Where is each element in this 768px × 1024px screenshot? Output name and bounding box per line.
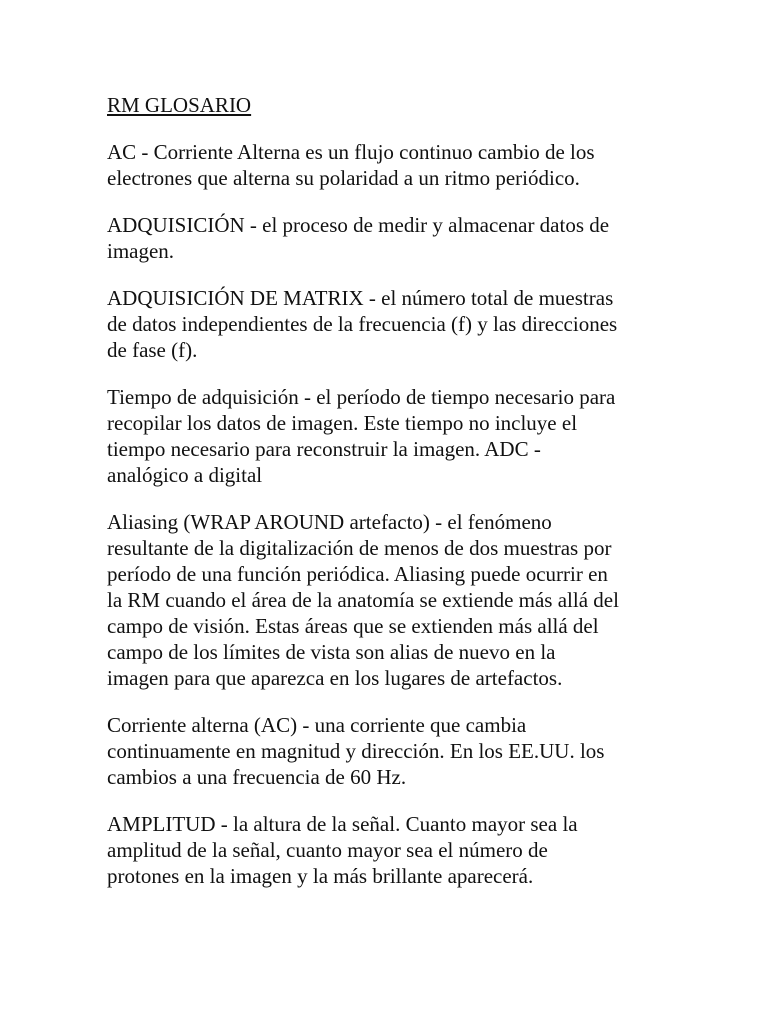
- glossary-entry: [107, 509, 667, 691]
- entry-line: electrones que alterna su polaridad a un ritmo periódico.: [107, 166, 580, 190]
- entry-line: de datos independientes de la frecuencia (f) y las direcciones: [107, 312, 618, 336]
- entry-line: la RM cuando el área de la anatomía se extiende más allá del: [107, 588, 619, 612]
- entry-line: ADQUISICIÓN DE MATRIX - el número total de muestras: [107, 286, 614, 310]
- glossary-entry: [107, 139, 667, 191]
- glossary-entry: [107, 384, 667, 488]
- entry-line: campo de visión. Estas áreas que se extienden más allá del: [107, 614, 599, 638]
- entry-line: de fase (f).: [107, 338, 198, 362]
- glossary-entry: [107, 712, 667, 790]
- entry-line: analógico a digital: [107, 463, 263, 487]
- entry-line: recopilar los datos de imagen. Este tiempo no incluye el: [107, 411, 578, 435]
- entry-line: cambios a una frecuencia de 60 Hz.: [107, 765, 407, 789]
- document-title: RM GLOSARIO: [107, 93, 252, 117]
- entry-line: AMPLITUD - la altura de la señal. Cuanto mayor sea la: [107, 812, 578, 836]
- entry-line: Tiempo de adquisición - el período de tiempo necesario para: [107, 385, 616, 409]
- entry-line: AC - Corriente Alterna es un flujo continuo cambio de los: [107, 140, 595, 164]
- entry-line: protones en la imagen y la más brillante aparecerá.: [107, 864, 534, 888]
- entry-line: Aliasing (WRAP AROUND artefacto) - el fenómeno: [107, 510, 552, 534]
- entry-line: resultante de la digitalización de menos de dos muestras por: [107, 536, 612, 560]
- entry-line: Corriente alterna (AC) - una corriente que cambia: [107, 713, 527, 737]
- entry-line: período de una función periódica. Aliasing puede ocurrir en: [107, 562, 608, 586]
- glossary-entry: [107, 212, 667, 264]
- entry-line: tiempo necesario para reconstruir la imagen. ADC -: [107, 437, 541, 461]
- document-content: [107, 92, 667, 910]
- glossary-entry: [107, 285, 667, 363]
- entry-line: campo de los límites de vista son alias de nuevo en la: [107, 640, 556, 664]
- entry-line: imagen para que aparezca en los lugares de artefactos.: [107, 666, 563, 690]
- glossary-entry: [107, 811, 667, 889]
- entry-line: imagen.: [107, 239, 175, 263]
- entry-line: amplitud de la señal, cuanto mayor sea el número de: [107, 838, 548, 862]
- entry-line: continuamente en magnitud y dirección. En los EE.UU. los: [107, 739, 605, 763]
- entry-line: ADQUISICIÓN - el proceso de medir y almacenar datos de: [107, 213, 610, 237]
